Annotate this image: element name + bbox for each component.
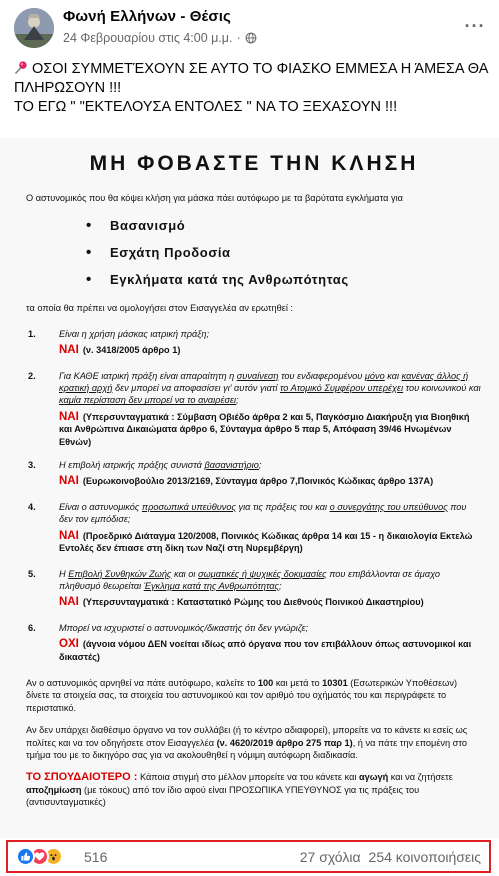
question-text-underlined: το Ατομικό Συμφέρον υπερέχει [279,383,404,394]
question-text [59,568,482,593]
question-text-underlined: συναίνεση [236,370,279,381]
question-text [59,370,482,407]
question-number: 2. [28,370,36,381]
paragraph-text: (με τόκους) από τον ίδιο αφού είναι ΠΡΟΣΩΠΙΚΑ ΥΠΕΥΘΥΝΟΣ για τις πράξεις του (αντισυνταγματικές) [26,784,420,808]
post-meta [63,31,257,45]
answer-word: ΟΧΙ [59,638,79,651]
law-reference: (ν. 4620/2019 άρθρο 275 παρ 1) [216,737,353,748]
question-5 [26,568,482,609]
question-number: 5. [28,568,36,579]
pushpin-icon [14,60,29,75]
post-text [14,60,488,117]
document-title: ΜΗ ΦΟΒΑΣΤΕ ΤΗΝ ΚΛΗΣΗ [89,152,419,175]
meta-separator: · [236,31,241,45]
crime-item: • Βασανισμό [86,212,482,239]
question-text-part: Είναι ο αστυνομικός [59,501,142,512]
answer-word: ΝΑΙ [59,596,79,609]
question-text-part: που επιβάλλονται σε άμαχο πληθυσμό θεωρείται [59,568,441,591]
answer-reference: (Υπερσυνταγματικά : Σύμβαση Οβιέδο άρθρα 2 και 5, Παγκόσμιο Διακήρυξη για Βιοηθική και Ανθρώπινα Δικαιώματα άρθρο 6, Σύνταγμα άρθρο 5 παρ 5, Απόφαση 39/46 Ηνωμένων Εθνών) [59,411,470,447]
question-2 [26,370,482,448]
question-text-part: και οι [171,568,198,579]
shares-count[interactable]: 254 κοινοποιήσεις [368,849,481,865]
question-text-underlined: Επιβολή Συνθηκών Ζωής [68,568,172,579]
paragraph-text: και μετά το [273,677,323,688]
answer [59,530,482,555]
reaction-icons[interactable] [16,847,58,866]
answer [59,411,482,448]
more-options-icon: ··· [464,15,486,36]
more-options-button[interactable] [461,12,489,40]
reactions-bar [6,840,491,873]
question-text-part: ; [279,580,282,591]
question-3 [26,459,482,488]
answer [59,475,482,487]
crime-item: • Εσχάτη Προδοσία [86,239,482,266]
post-text-line-2: ΤΟ ΕΓΩ " "ΕΚΤΕΛΟΥΣΑ ΕΝΤΟΛΕΣ " ΝΑ ΤΟ ΞΕΧΑΣΟΥΝ !!! [14,99,398,115]
question-text [59,459,482,471]
question-4 [26,501,482,555]
question-text-underlined: μόνο [364,370,385,381]
reactions-count[interactable]: 516 [84,849,108,865]
question-text-underlined: βασανιστήριο [204,460,259,471]
answer [59,344,482,356]
question-text-underlined: ο συνεργάτης του υπεύθυνος [329,501,448,512]
phone-number: 100 [257,677,274,688]
phone-number: 10301 [322,677,348,688]
question-text [59,501,482,526]
answer-word: ΝΑΙ [59,475,79,488]
paragraph-text: Κάποια στιγμή στο μέλλον μπορείτε να του κάνετε και [137,772,359,783]
answer-reference: (ν. 3418/2005 άρθρο 1) [82,345,181,356]
question-number: 6. [28,622,36,633]
globe-icon[interactable] [245,32,257,44]
answer [59,638,482,663]
document-lead: τα οποία θα πρέπει να ομολογήσει στον Εισαγγελέα αν ερωτηθεί : [26,303,293,314]
answer-reference: (Υπερσυνταγματικά : Καταστατικό Ρώμης του Διεθνούς Ποινικού Δικαστηρίου) [82,597,424,608]
instructions-paragraph-2 [26,724,482,761]
question-text-part: ; [258,460,262,471]
question-text-part: του κοινωνικού και [403,383,481,394]
paragraph-text: Αν δεν υπάρχει διαθέσιμο όργανο να τον συλλάβει (ή το κέντρο αδιαφορεί), μπορείτε να το κάνετε κι εσείς ως πολίτες και να τον οδηγήσετε στον Εισαγγελέα [26,725,468,748]
post-text-line-1-content: ΟΣΟΙ ΣΥΜΜΕΤΈΧΟΥΝ ΣΕ ΑΥΤΟ ΤΟ ΦΙΑΣΚΟ ΕΜΜΕΣΑ Η ΆΜΕΣΑ ΘΑ ΠΛΗΡΩΣΟΥΝ !!! [14,61,488,96]
important-heading: ΤΟ ΣΠΟΥΔΑΙΟΤΕΡΟ : [26,771,138,784]
answer-word: ΝΑΙ [59,410,79,423]
question-number: 3. [28,460,36,471]
question-text-underlined: Έγκλημα κατά της Ανθρωπότητας [143,580,280,591]
question-text: Μπορεί να ισχυριστεί ο αστυνομικός/δικαστής ότι δεν γνώριζε; [59,622,309,633]
paragraph-text: (Εσωτερικών Υποθέσεων) δίνετε τα στοιχεία σας, τα στοιχεία του αστυνομικού και τον αριθμό του οχήματός του και περιγράφετε το περιστατικό. [26,677,458,713]
post-image-document[interactable] [0,138,499,838]
question-text-part: του ενδιαφερομένου [278,370,365,381]
paragraph-text: και να ζητήσετε [388,772,453,783]
question-text-part: Η [59,568,69,579]
question-text-underlined: καμία περίσταση δεν μπορεί να το αναιρέσει [59,395,237,406]
post-date[interactable]: 24 Φεβρουαρίου στις 4:00 μ.μ. [63,31,233,45]
question-text-part: ; [236,395,239,406]
page-avatar[interactable] [14,8,54,48]
document-intro: Ο αστυνομικός που θα κόψει κλήση για μάσκα πάει αυτόφωρο με τα βαρύτατα εγκλήματα για [26,193,403,203]
crimes-list [86,212,482,293]
paragraph-text: , ή να πάτε την επομένη στο τμήμα του με το δικηγόρο σας για να ακολουθηθεί η νόμιμη αυτόφωρη διαδικασία. [26,737,467,760]
question-6 [26,622,482,663]
answer [59,596,482,608]
answer-word: ΝΑΙ [59,344,79,357]
question-text-part: Η επιβολή ιατρικής πράξης συνιστά [59,460,205,471]
comments-count[interactable]: 27 σχόλια [299,849,361,865]
question-text-underlined: κανένας άλλος ή κρατική αρχή [59,370,469,394]
important-paragraph [26,771,482,808]
question-text: Είναι η χρήση μάσκας ιατρική πράξη; [59,328,210,339]
answer-reference: (Ευρωκοινοβούλιο 2013/2169, Σύνταγμα άρθρο 7,Ποινικός Κώδικας άρθρο 137Α) [82,476,434,487]
answer-reference: (Προεδρικό Διάταγμα 120/2008, Ποινικός Κώδικας άρθρα 14 και 15 - η δικαιολογία Εκτελώ Εντολές δεν έπιασε στη δίκη των Ναζί στη Νυρεμβέργη) [59,530,473,554]
question-text-part: και [384,370,402,381]
emphasis-word: αγωγή [358,772,389,783]
answer-word: ΝΑΙ [59,529,79,542]
document-content [26,152,482,809]
question-text-part: Για ΚΑΘΕ ιατρική πράξη είναι απαραίτητη η [59,370,237,381]
post-header [0,0,499,56]
emphasis-word: αποζημίωση [26,784,82,795]
question-1 [26,328,482,357]
engagement-stats [300,849,481,865]
instructions-paragraph-1 [26,677,482,714]
like-icon [16,847,35,866]
crime-item: • Εγκλήματα κατά της Ανθρωπότητας [86,266,482,293]
question-number: 4. [28,501,36,512]
avatar-image-icon [14,8,54,48]
question-text-underlined: σωματικές ή ψυχικές δοκιμασίες [197,568,327,579]
question-text-part: για τις πράξεις του και [235,501,330,512]
question-text-part: που δεν τον εμπόδισε; [59,501,467,525]
answer-reference: (άγνοια νόμου ΔΕΝ νοείται ιδίως από όργανα που τον επιβάλλουν όπως αστυνομικοί και δικαστές) [59,639,472,662]
post-text-line-1 [14,60,488,98]
question-number: 1. [28,328,36,339]
page-name[interactable]: Φωνή Ελλήνων - Θέσις [63,8,231,25]
question-text-part: δεν μπορεί να αποφασίσει γι' αυτόν γιατί [112,383,280,394]
paragraph-text: Αν ο αστυνομικός αρνηθεί να πάτε αυτόφωρο, καλείτε το [26,677,258,688]
question-text-underlined: προσωπικά υπεύθυνος [141,501,236,512]
